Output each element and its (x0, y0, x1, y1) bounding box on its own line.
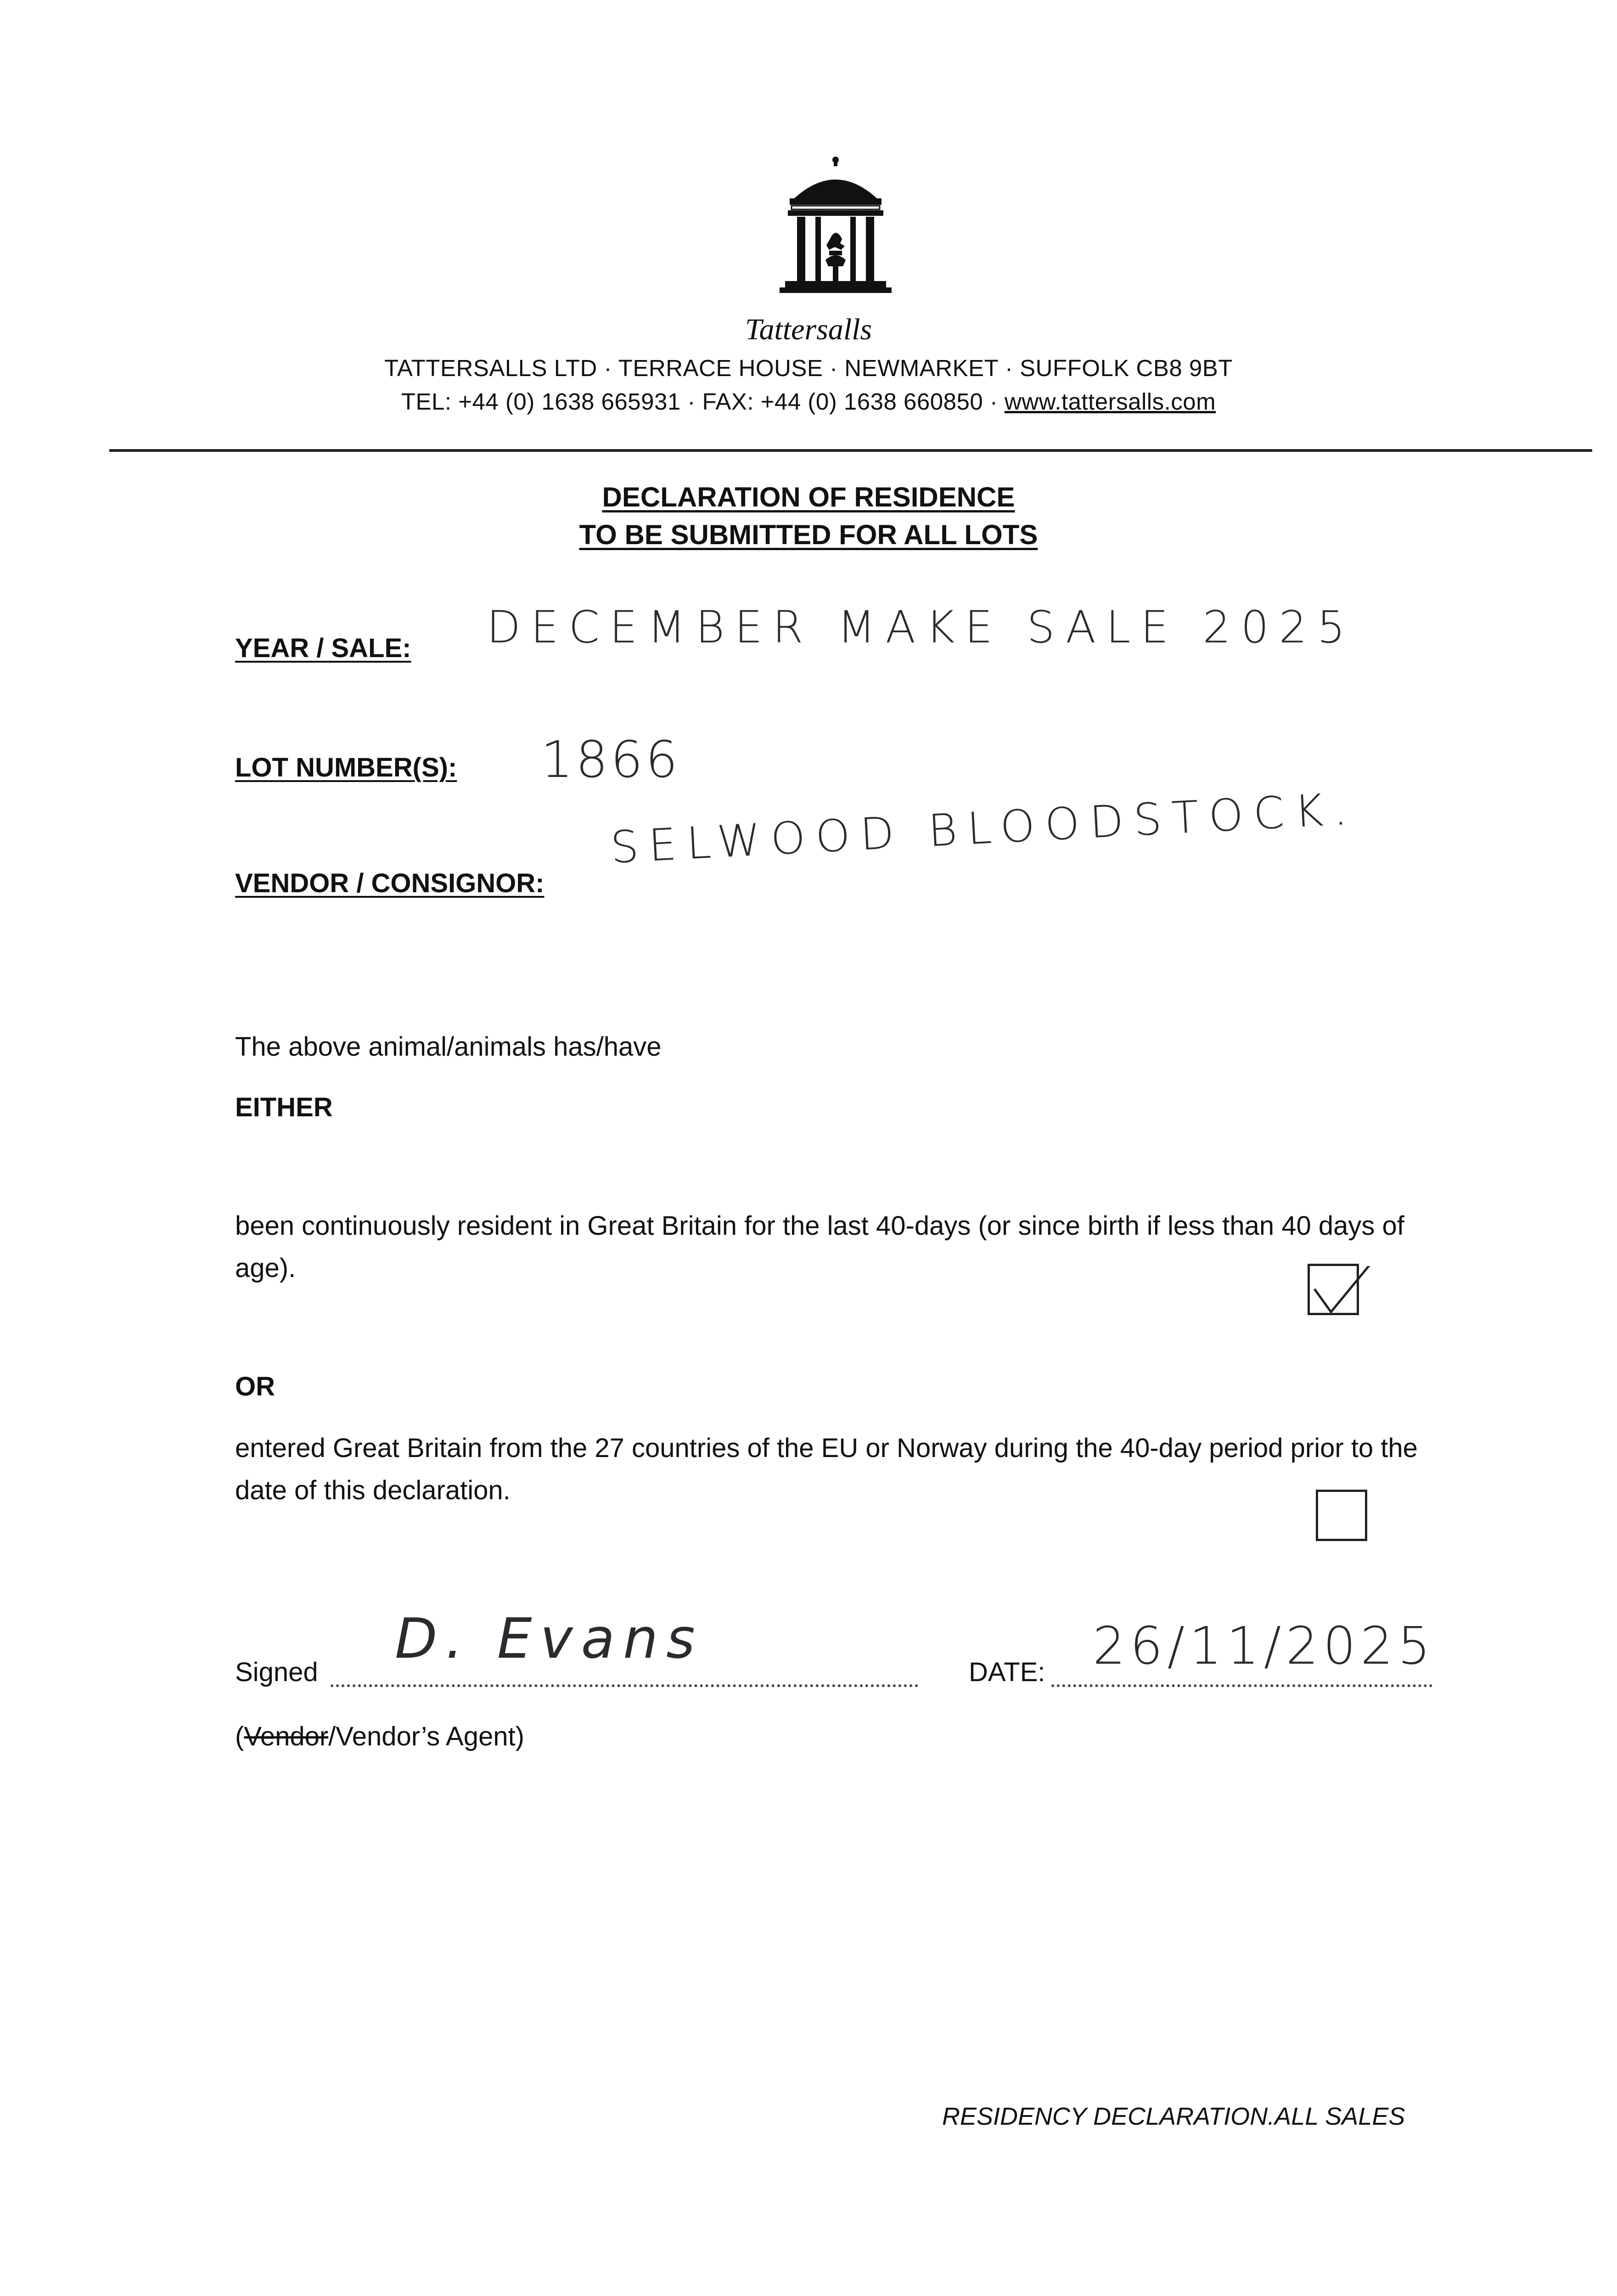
role-vendor-agent: /Vendor’s Agent) (328, 1722, 524, 1751)
contact-line (0, 388, 1617, 415)
lot-number-label: LOT NUMBER(S): (235, 753, 457, 782)
date-value[interactable]: 26/11/2025 (1093, 1616, 1435, 1676)
signature-value[interactable]: D. Evans (395, 1607, 703, 1671)
lot-number-value[interactable]: 1866 (541, 730, 680, 789)
date-line (1051, 1684, 1432, 1687)
brand-name: Tattersalls (745, 313, 872, 346)
intro-text: The above animal/animals has/have (235, 1032, 662, 1062)
header-divider (109, 449, 1592, 452)
option-entered-text: entered Great Britain from the 27 countries of the EU or Norway during the 40-day period prior to the date of this declaration. (235, 1433, 1418, 1505)
vendor-consignor-label: VENDOR / CONSIGNOR: (235, 868, 545, 898)
either-heading: EITHER (235, 1092, 333, 1122)
check-mark-icon (1310, 1266, 1374, 1317)
form-subtitle: TO BE SUBMITTED FOR ALL LOTS (579, 519, 1038, 550)
signer-role (235, 1721, 524, 1752)
form-title: DECLARATION OF RESIDENCE (602, 482, 1015, 512)
option-resident-checkbox[interactable] (1308, 1264, 1359, 1315)
signature-line (331, 1684, 918, 1687)
role-open-paren: ( (235, 1722, 244, 1751)
vendor-consignor-value[interactable]: SELWOOD BLOODSTOCK. (609, 782, 1359, 873)
or-heading: OR (235, 1372, 275, 1401)
signed-label: Signed (235, 1657, 318, 1687)
role-vendor-struck: Vendor (244, 1722, 329, 1751)
phone-fax: TEL: +44 (0) 1638 665931 · FAX: +44 (0) 1638 660850 · (401, 388, 1005, 415)
company-address: TATTERSALLS LTD · TERRACE HOUSE · NEWMARKET · SUFFOLK CB8 9BT (384, 355, 1233, 381)
website-link[interactable]: www.tattersalls.com (1005, 388, 1216, 415)
rotunda-statue-logo-icon (776, 156, 895, 312)
date-label: DATE: (969, 1657, 1045, 1687)
year-sale-value[interactable]: DECEMBER MAKE SALE 2025 (487, 602, 1355, 653)
option-entered-checkbox[interactable] (1316, 1490, 1367, 1541)
option-resident-text: been continuously resident in Great Britain for the last 40-days (or since birth if less than 40 days of age). (235, 1211, 1404, 1283)
year-sale-label: YEAR / SALE: (235, 633, 411, 663)
footer-reference: RESIDENCY DECLARATION.ALL SALES (942, 2103, 1405, 2130)
